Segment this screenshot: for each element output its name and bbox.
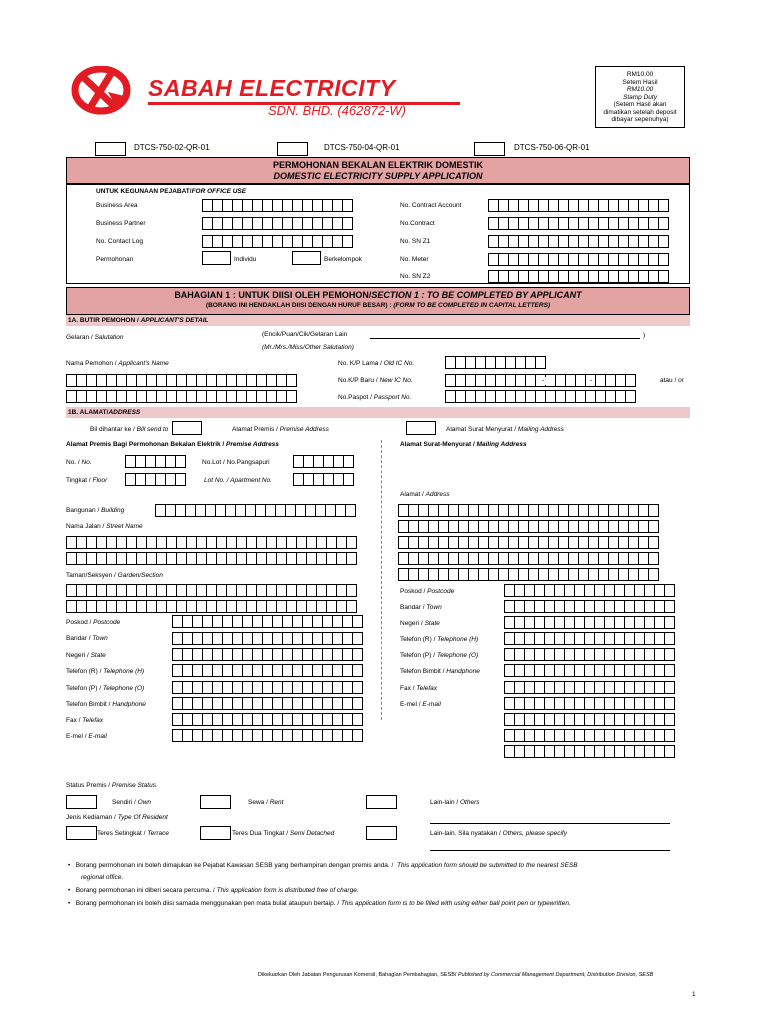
label-sn-z2: No. SN Z2 (400, 273, 431, 280)
contract-boxes[interactable] (488, 217, 669, 230)
label-bandar-left: Bandar / Town (66, 635, 108, 642)
label-sendiri: Sendiri / Own (112, 799, 152, 806)
premise-address-checkbox[interactable] (172, 421, 202, 435)
label-bandar-right: Bandar / Town (400, 604, 442, 611)
gelaran-other-line[interactable] (370, 338, 640, 339)
premise-street-boxes-1[interactable] (66, 536, 357, 549)
label-telp-left: Telefon (P) / Telephone (O) (66, 685, 145, 692)
logo-mark-icon (68, 66, 138, 118)
office-heading: UNTUK KEGUNAAN PEJABAT/FOR OFFICE USE (96, 188, 247, 195)
premise-fax-boxes[interactable] (172, 713, 363, 726)
form-code-checkbox-1[interactable] (95, 142, 126, 156)
form-code-checkbox-2[interactable] (277, 142, 308, 156)
label-bangunan: Bangunan / Building (66, 507, 125, 514)
mailing-address-boxes-1[interactable] (398, 504, 659, 517)
label-negeri-right: Negeri / State (400, 620, 440, 627)
premise-building-boxes[interactable] (155, 504, 356, 517)
ic-dash-2: - (590, 377, 593, 384)
contact-log-boxes[interactable] (202, 235, 353, 248)
label-alamat-right: Alamat / Address (400, 491, 450, 498)
business-area-boxes[interactable] (202, 199, 353, 212)
label-no: No. / No. (66, 459, 92, 466)
label-telp-right: Telefon (P) / Telephone (O) (400, 652, 479, 659)
label-telr-right: Telefon (R) / Telephone (H) (400, 636, 479, 643)
ic-dash-1: - (542, 377, 545, 384)
label-email-right: E-mel / E-mail (400, 701, 441, 708)
others-resident-checkbox[interactable] (366, 826, 397, 840)
premise-no-boxes[interactable] (125, 455, 186, 468)
premise-address-heading: Alamat Premis Bagi Permohonan Bekalan Elektrik / Premise Address (66, 441, 279, 448)
mailing-town-boxes[interactable] (504, 600, 675, 613)
label-business-partner: Business Partner (96, 220, 146, 227)
label-kp-lama: No. K/P Lama / Old IC No. (338, 360, 415, 367)
footer-publisher: Dikeluarkan Oleh Jabatan Pengurusan Komersil, Bahagian Pembahagian, SESB/ Published by Commercial Management Department, Distribution Division, SESB (258, 972, 654, 978)
label-jenis-kediaman: Jenis Kediaman / Type Of Resident (66, 814, 168, 821)
note-1: • Borang permohonan ini boleh dimajukan ke Pejabat Kawasan SESB yang berhampiran dengan premis anda. / This application form should be submitted to the nearest SESB (68, 862, 578, 869)
premise-postcode-boxes[interactable] (172, 615, 363, 628)
bullet-icon: • (68, 862, 71, 869)
gelaran-paren-close: ) (643, 332, 646, 339)
company-logo (68, 66, 468, 118)
premise-street-boxes-2[interactable] (66, 552, 357, 565)
section1-subheading: (BORANG INI HENDAKLAH DIISI DENGAN HURUF BESAR) : (FORM TO BE COMPLETED IN CAPITAL LETTERS) (205, 302, 551, 309)
label-tingkat: Tingkat / Floor (66, 477, 108, 484)
stamp-duty-box (595, 66, 685, 128)
gelaran-options-ms: (Encik/Puan/Cik/Gelaran Lain (262, 331, 348, 338)
label-contract: No.Contract (400, 220, 435, 227)
berkelompok-checkbox[interactable] (292, 251, 321, 265)
label-bimbit-right: Telefon Bimbit / Handphone (400, 668, 480, 675)
note-1-cont: regional office. (81, 874, 124, 881)
semi-detached-checkbox[interactable] (200, 826, 231, 840)
label-status-premis: Status Premis / Premise Status (66, 782, 156, 789)
part1a-heading: 1A. BUTIR PEMOHON / APPLICANT'S DETAIL (68, 317, 209, 324)
label-teres1: Teres Setingkat / Terrace (97, 830, 170, 837)
stamp-line: dibayar sepenuhya) (611, 116, 669, 123)
form-code-3: DTCS-750-06-QR-01 (514, 143, 590, 152)
label-email-left: E-mel / E-mail (66, 733, 107, 740)
mailing-tel-office-boxes[interactable] (504, 648, 675, 661)
mailing-email-boxes-2[interactable] (504, 713, 675, 726)
label-poskod-right: Poskod / Postcode (400, 588, 455, 595)
section1-band (66, 287, 690, 315)
label-lain-resident: Lain-lain. Sila nyatakan / Others, please specify (430, 830, 567, 837)
stamp-line: RM10.00 (626, 86, 654, 93)
label-meter: No. Meter (400, 256, 429, 263)
label-premise-address: Alamat Premis / Premise Address (232, 426, 329, 433)
mailing-address-boxes-2[interactable] (398, 520, 659, 533)
label-kp-baru: No.K/P Baru / New IC No. (338, 377, 413, 384)
label-paspot: No.Paspot / Passport No. (338, 394, 412, 401)
form-code-2: DTCS-750-04-QR-01 (324, 143, 400, 152)
label-contact-log: No. Contact Log (96, 238, 143, 245)
label-gelaran: Gelaran / Salutation (66, 334, 124, 341)
brand-name: SABAH ELECTRICITY (148, 75, 396, 101)
contract-account-boxes[interactable] (488, 199, 669, 212)
label-negeri-left: Negeri / State (66, 652, 106, 659)
column-divider (381, 440, 382, 720)
gelaran-options-en: (Mr./Mrs./Miss/Other Salutation) (262, 344, 354, 351)
individu-checkbox[interactable] (202, 251, 231, 265)
own-checkbox[interactable] (66, 795, 97, 809)
label-jalan: Nama Jalan / Street Name (66, 523, 143, 530)
label-contract-account: No. Contract Account (400, 202, 462, 209)
business-partner-boxes[interactable] (202, 217, 353, 230)
note-3: • Borang permohonan ini boleh diisi samada menggunakan pen mata bulat ataupun bertaip. / This application form is to be filled with using either ball point pen or typewritten. (68, 900, 571, 907)
label-lot-en: Lot No. / Apartment No. (204, 477, 273, 484)
label-bil-send: Bil dihantar ke / Bill send to (90, 426, 169, 433)
bullet-icon: • (68, 900, 71, 907)
label-fax-left: Fax / Telefax (66, 717, 103, 724)
premise-floor-boxes[interactable] (125, 473, 186, 486)
passport-boxes[interactable] (445, 390, 636, 403)
bullet-icon: • (68, 887, 71, 894)
label-berkelompok: Berkelompok (324, 256, 362, 263)
label-sewa: Sewa / Rent (248, 799, 284, 806)
kp-lama-boxes[interactable] (445, 356, 546, 369)
rent-checkbox[interactable] (200, 795, 231, 809)
part1b-band (66, 407, 690, 418)
label-taman: Taman/Seksyen / Garden/Section (66, 572, 163, 579)
others-resident-line[interactable] (430, 850, 670, 851)
premise-town-boxes[interactable] (172, 632, 363, 645)
label-teres2: Teres Dua Tingkat / Semi Detached (232, 830, 335, 837)
stamp-line: dimatikan setelah deposit (603, 108, 677, 116)
title-ms: PERMOHONAN BEKALAN ELEKTRIK DOMESTIK (272, 160, 483, 170)
mailing-address-boxes-5[interactable] (398, 568, 659, 581)
brand-subtitle: SDN. BHD. (462872-W) (268, 103, 406, 118)
mailing-tel-home-boxes[interactable] (504, 632, 675, 645)
label-nama: Nama Pemohon / Applicant's Name (66, 360, 169, 367)
form-code-1: DTCS-750-02-QR-01 (134, 143, 210, 152)
stamp-line: (Setem Hasil akan (613, 101, 667, 108)
note-2: • Borang permohonan ini diberi secara percuma. / This application form is distributed free of charge. (68, 887, 359, 894)
label-atau: atau / or (660, 377, 684, 384)
label-business-area: Business Area (96, 202, 138, 209)
meter-boxes[interactable] (488, 253, 669, 266)
mailing-postcode-boxes[interactable] (504, 584, 675, 597)
mailing-address-heading: Alamat Surat-Menyurat / Mailing Address (400, 441, 527, 448)
label-bimbit-left: Telefon Bimbit / Handphone (66, 701, 146, 708)
label-fax-right: Fax / Telefax (400, 685, 437, 692)
premise-tel-office-boxes[interactable] (172, 681, 363, 694)
mailing-email-boxes-3[interactable] (504, 729, 675, 742)
stamp-line: Stamp Duty (623, 93, 657, 101)
premise-garden-boxes-1[interactable] (66, 584, 357, 597)
label-individu: Individu (234, 256, 257, 263)
premise-apartment-boxes[interactable] (293, 473, 354, 486)
label-lain-status: Lain-lain / Others (430, 799, 480, 806)
mailing-address-boxes-4[interactable] (398, 552, 659, 565)
mailing-fax-boxes[interactable] (504, 681, 675, 694)
label-sn-z1: No. SN Z1 (400, 238, 431, 245)
label-nolot: No.Lot / No.Pangsapuri (202, 459, 270, 466)
form-code-checkbox-3[interactable] (474, 142, 505, 156)
stamp-line: RM10.00 (626, 71, 654, 78)
mailing-address-checkbox[interactable] (406, 421, 436, 435)
others-status-checkbox[interactable] (366, 795, 397, 809)
section1-heading: BAHAGIAN 1 : UNTUK DIISI OLEH PEMOHON/SECTION 1 : TO BE COMPLETED BY APPLICANT (174, 290, 582, 300)
applicant-name-boxes-2[interactable] (66, 390, 297, 403)
label-poskod-left: Poskod / Postcode (66, 619, 121, 626)
others-status-line[interactable] (430, 823, 670, 824)
page-number: 1 (692, 991, 696, 998)
title-en: DOMESTIC ELECTRICITY SUPPLY APPLICATION (273, 171, 483, 181)
title-band (66, 157, 690, 184)
mailing-address-boxes-3[interactable] (398, 536, 659, 549)
sn-z1-boxes[interactable] (488, 235, 669, 248)
applicant-name-boxes[interactable] (66, 374, 297, 387)
part1b-heading: 1B. ALAMAT/ADDRESS (68, 409, 141, 416)
premise-lot-boxes[interactable] (293, 455, 354, 468)
mailing-handphone-boxes[interactable] (504, 664, 675, 677)
sn-z2-boxes[interactable] (488, 270, 669, 283)
label-mailing-address: Alamat Surat Menyurat / Mailing Address (446, 426, 564, 433)
premise-email-boxes[interactable] (172, 729, 363, 742)
label-telr-left: Telefon (R) / Telephone (H) (66, 668, 145, 675)
mailing-email-boxes-1[interactable] (504, 697, 675, 710)
premise-handphone-boxes[interactable] (172, 697, 363, 710)
terrace-checkbox[interactable] (66, 826, 97, 840)
premise-tel-home-boxes[interactable] (172, 664, 363, 677)
mailing-email-boxes-4[interactable] (504, 745, 675, 758)
mailing-state-boxes[interactable] (504, 616, 675, 629)
premise-garden-boxes-2[interactable] (66, 600, 357, 613)
label-permohonan: Permohonan (96, 256, 134, 263)
stamp-line: Setem Hasil (622, 78, 658, 86)
premise-state-boxes[interactable] (172, 648, 363, 661)
